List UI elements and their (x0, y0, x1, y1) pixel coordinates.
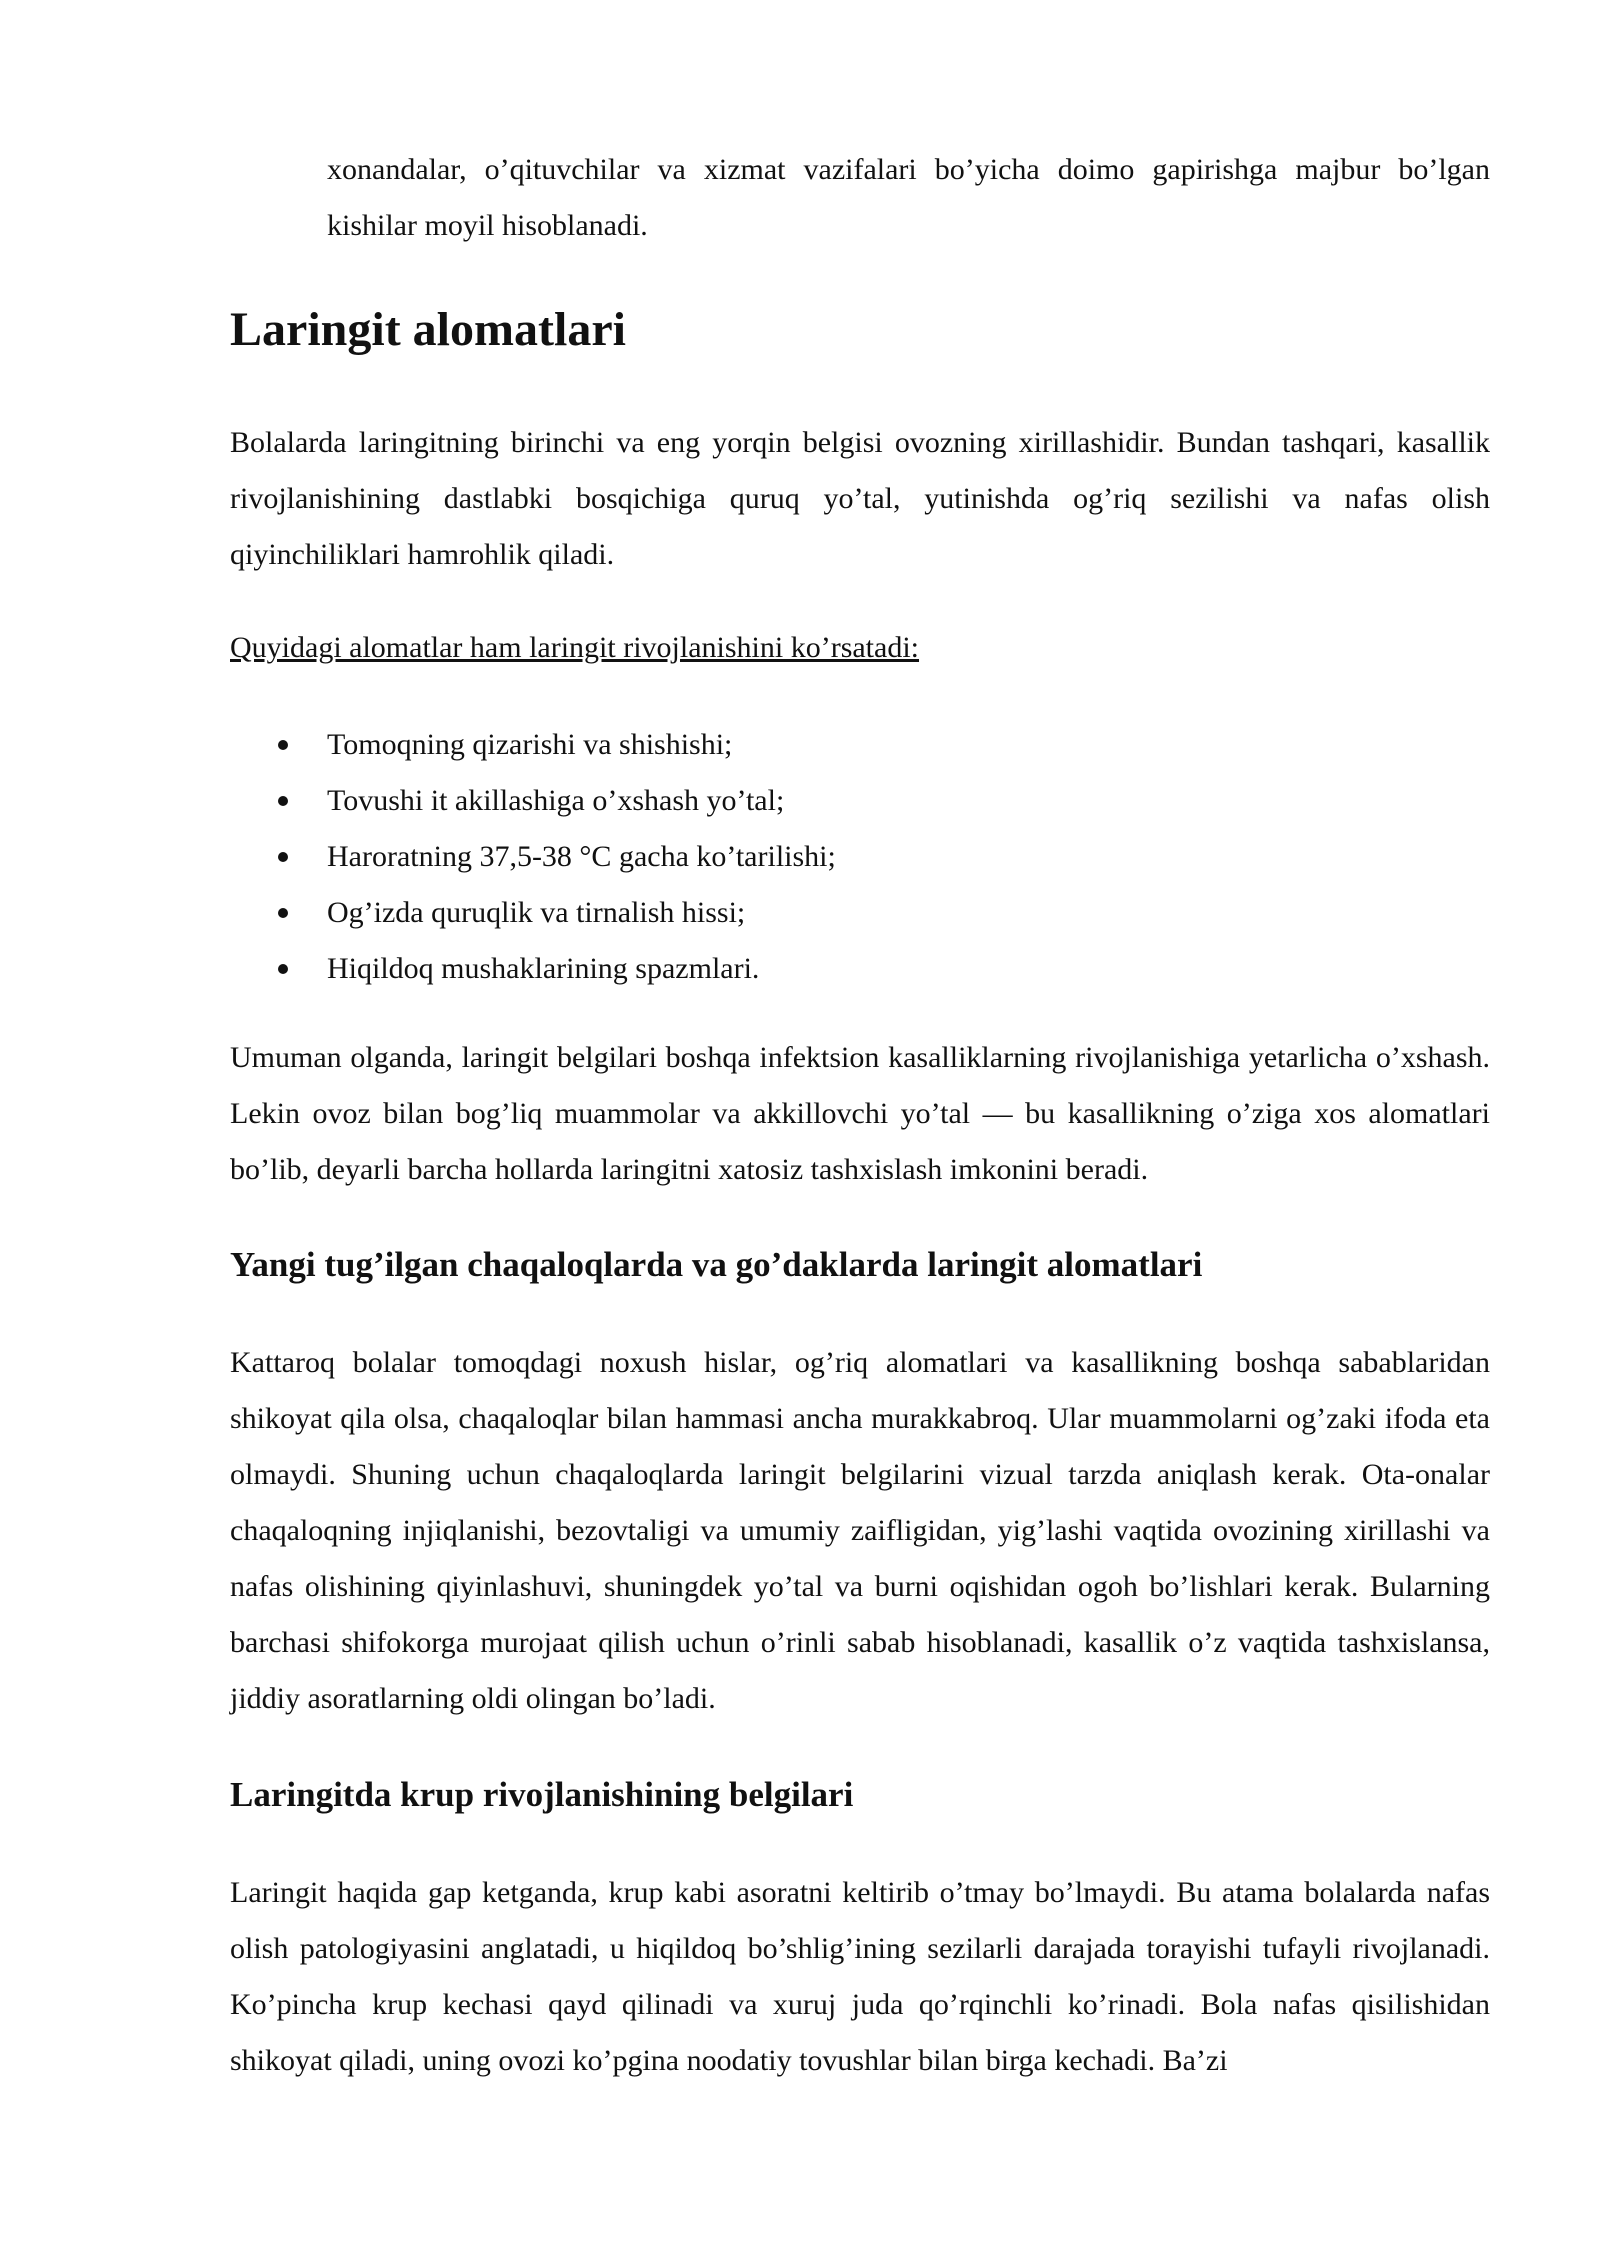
bullet-icon (278, 964, 288, 974)
list-item-text: Hiqildoq mushaklarining spazmlari. (327, 952, 760, 985)
list-item (230, 885, 1490, 941)
list-item-text: Og’izda quruqlik va tirnalish hissi; (327, 896, 746, 929)
subsection-infants-title: Yangi tug’ilgan chaqaloqlarda va go’daklarda laringit alomatlari (230, 1245, 1203, 1284)
subsection-croup-title: Laringitda krup rivojlanishining belgilari (230, 1775, 854, 1814)
infants-paragraph: Kattaroq bolalar tomoqdagi noxush hislar, og’riq alomatlari va kasallikning boshqa sabablaridan shikoyat qila olsa, chaqaloqlar bilan hammasi ancha murakkabroq. Ular muammolarni og’zaki ifoda eta olmaydi. Shuning uchun chaqaloqlarda laringit belgilarini vizual tarzda aniqlash kerak. Ota-onalar chaqaloqning injiqlanishi, bezovtaligi va umumiy zaifligidan, yig’lashi vaqtida ovozining xirillashi va nafas olishining qiyinlashuvi, shuningdek yo’tal va burni oqishidan ogoh bo’lishlari kerak. Bularning barchasi shifokorga murojaat qilish uchun o’rinli sabab hisoblanadi, kasallik o’z vaqtida tashxislansa, jiddiy asoratlarning oldi olingan bo’ladi. (230, 1346, 1490, 1715)
list-item-text: Tomoqning qizarishi va shishishi; (327, 728, 733, 761)
list-item-text: Tovushi it akillashiga o’xshash yo’tal; (327, 784, 785, 817)
bullet-icon (278, 852, 288, 862)
list-item (230, 941, 1490, 997)
symptoms-list-intro: Quyidagi alomatlar ham laringit rivojlanishini ko’rsatadi: (230, 631, 920, 664)
bullet-icon (278, 908, 288, 918)
list-item-text: Haroratning 37,5-38 °C gacha ko’tarilishi; (327, 840, 836, 873)
symptoms-list (230, 717, 1490, 997)
bullet-icon (278, 740, 288, 750)
summary-paragraph: Umuman olganda, laringit belgilari boshqa infektsion kasalliklarning rivojlanishiga yetarlicha o’xshash. Lekin ovoz bilan bog’liq muammolar va akkillovchi yo’tal — bu kasallikning o’ziga xos alomatlari bo’lib, deyarli barcha hollarda laringitni xatosiz tashxislash imkonini beradi. (230, 1041, 1490, 1186)
section-title: Laringit alomatlari (230, 303, 626, 356)
list-item (230, 717, 1490, 773)
list-item (230, 773, 1490, 829)
symptoms-intro-paragraph: Bolalarda laringitning birinchi va eng yorqin belgisi ovozning xirillashidir. Bundan tashqari, kasallik rivojlanishining dastlabki bosqichiga quruq yo’tal, yutinishda og’riq sezilishi va nafas olish qiyinchiliklari hamrohlik qiladi. (230, 426, 1490, 571)
bullet-icon (278, 796, 288, 806)
list-item (230, 829, 1490, 885)
intro-continuation-paragraph: xonandalar, o’qituvchilar va xizmat vazifalari bo’yicha doimo gapirishga majbur bo’lgan kishilar moyil hisoblanadi. (327, 153, 1490, 242)
croup-paragraph: Laringit haqida gap ketganda, krup kabi asoratni keltirib o’tmay bo’lmaydi. Bu atama bolalarda nafas olish patologiyasini anglatadi, u hiqildoq bo’shlig’ining sezilarli darajada torayishi tufayli rivojlanadi. Ko’pincha krup kechasi qayd qilinadi va xuruj juda qo’rqinchli ko’rinadi. Bola nafas qisilishidan shikoyat qiladi, uning ovozi ko’pgina noodatiy tovushlar bilan birga kechadi. Ba’zi (230, 1876, 1490, 2077)
